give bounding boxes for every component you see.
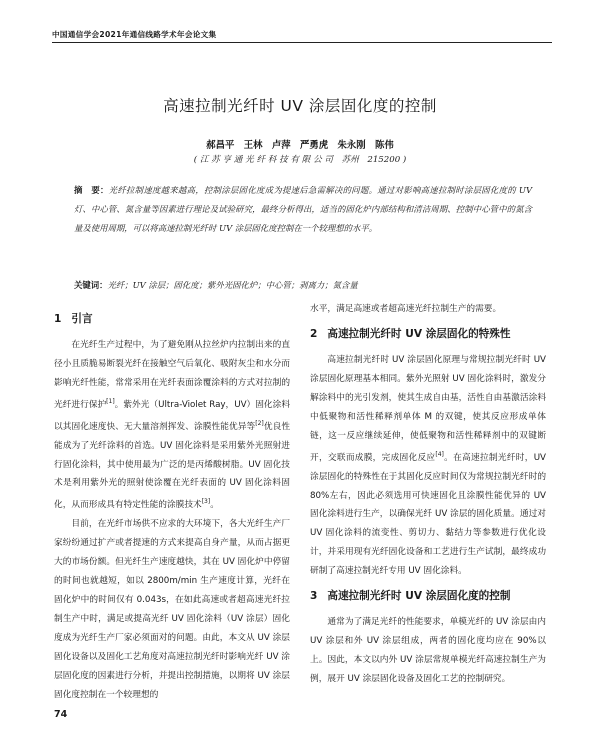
abstract-text: 光纤拉制速度越来越高，控制涂层固化度成为提速后急需解决的问题。通过对影响高速拉制时涂层固化度的 UV 灯、中心管、氮含量等因素进行理论及试验研究，最终分析得出，适当的固化炉内部结构和清洁周期、控制中心管中的氮含量及使用周期，可以将高速拉制光纤时 UV 涂层固化度控制在一个较理想的水平。 [74,185,533,233]
page-number: 74 [54,709,68,720]
citation: [3] [201,498,211,506]
section-number: 1 [54,313,62,325]
paragraph: 通常为了满足光纤的性能要求，单模光纤的 UV 涂层由内 UV 涂层和外 UV 涂层组成，两者的固化度均应在 90%以上。因此，本文以内外 UV 涂层常规单模光纤高速拉制生产为例，展开 UV 涂层固化设备及固化工艺的控制研究。 [310,617,546,685]
citation: [2] [255,419,264,427]
abstract [74,181,532,238]
paragraph: 目前，在光纤市场供不应求的大环境下，各大光纤生产厂家纷纷通过扩产或者提速的方式来提高自身产量，从而占据更大的市场份额。但光纤生产速度越快，其在 UV 固化炉中停留的时间也就越短，如以 2800m/min 生产速度计算，光纤在固化炉中的时间仅有 0.043s，在如此高速或者超高速光纤拉制生产中时，满足或提高光纤 UV 固化涂料（UV 涂层）固化度成为光纤生产厂家必须面对的问题。由此，本文从 UV 涂层固化设备以及固化工艺角度对高速拉制光纤时影响光纤 UV 涂层固化度的因素进行分析，并提出控制措施，以期将 UV 涂层固化度控制在一个较理想的 [54,519,290,700]
section-number: 3 [310,590,318,603]
keywords [74,278,532,292]
section-title: 高速拉制光纤时 UV 涂层固化度的控制 [327,590,511,603]
keywords-label: 关键词： [74,280,108,290]
author-list: 郝昌平 王林 卢萍 严勇虎 朱永刚 陈伟 [206,140,394,151]
left-column [54,300,290,705]
keywords-text: 光纤；UV 涂层；固化度；紫外光固化炉；中心管；剥离力；氮含量 [107,280,358,290]
section-title: 引言 [71,313,93,325]
text-run: 优良性能成为了光纤涂料的首选。UV 固化涂料是采用紫外光照射进行固化涂料，其中使用最为广泛的是丙烯酸树脂。UV 固化技术是利用紫外光的照射使涂覆在光纤表面的 UV 固化涂料固化，从而形成具有特定性能的涂膜技术 [54,421,290,511]
text-run: 在光纤生产过程中，为了避免刚从拉丝炉内拉制出来的直径小且质脆易断裂光纤在接触空气后氧化、吸附灰尘和水分而影响光纤性能，常常采用在光纤表面涂覆涂料的方式对拉制的光纤进行保护 [54,340,290,410]
paragraph-continued: 水平，满足高速或者超高速光纤拉制生产的需要。 [310,304,502,314]
header-rule [52,42,552,43]
section-heading-3 [310,587,546,605]
paper-title: 高速拉制光纤时 UV 涂层固化度的控制 [163,97,437,115]
paragraph [54,336,290,515]
text-run: 。在高速拉制光纤时，UV 涂层固化的特殊性在于其固化反应时间仅为常规拉制光纤时的 80%左右，因此必须选用可快速固化且涂膜性能优异的 UV 固化涂料进行生产，以确保光纤 UV 涂层的固化质量。通过对 UV 固化涂料的流变性、剪切力、黏结力等参数进行优化设计，并采用现有光纤固化设备和工艺进行生产试制，最终成功研制了高速拉制光纤专用 UV 固化涂料。 [310,452,546,577]
text-run: 。紫外光（Ultra-Violet Ray，UV）固化涂料以其固化速度快、无大量溶剂挥发、涂膜性能优异等 [54,399,291,432]
affiliation: ( 江 苏 亨 通 光 纤 科 技 有 限 公 司 苏州 215200 ) [193,155,407,165]
section-number: 2 [310,327,318,340]
text-run: 高速拉制光纤时 UV 涂层固化原理与常规拉制光纤时 UV 涂层固化原理基本相同。紫外光照射 UV 固化涂料时，激发分解涂料中的光引发剂，使其生成自由基，活性自由基激活涂料中低聚物和活性稀释剂单体 M 的双键，使其反应形成单体链，这一反应继续延伸，使低聚物和活性稀释剂中的双键断开，交联而成膜，完成固化反应 [310,354,546,463]
section-title: 高速拉制光纤时 UV 涂层固化的特殊性 [327,327,511,340]
abstract-label: 摘 要： [74,185,109,195]
citation: [4] [435,450,444,458]
text-run: 。 [210,500,219,511]
section-heading-2 [310,325,546,343]
citation: [1] [106,397,115,405]
right-column [310,300,546,689]
section-heading-1 [54,310,290,328]
running-head: 中国通信学会2021年通信线路学术年会论文集 [52,30,217,39]
paragraph [310,351,546,581]
